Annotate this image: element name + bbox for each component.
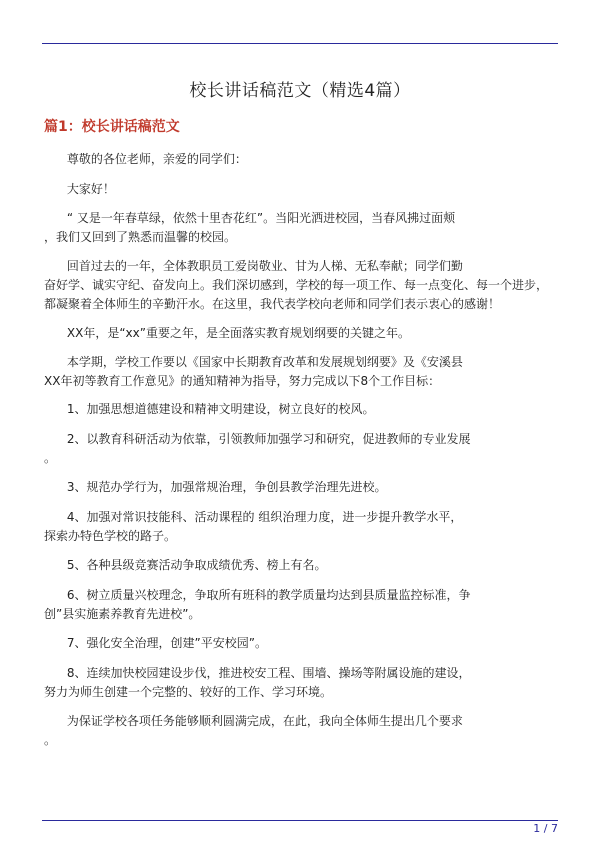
list-item-goal-2: 2、以教育科研活动为依靠，引领教师加强学习和研究，促进教师的专业发展 。 xyxy=(44,432,471,465)
paragraph-hello: 大家好！ xyxy=(44,182,115,196)
paragraph-intro: “ 又是一年春草绿，依然十里杏花红”。当阳光洒进校园，当春风拂过面颊 ，我们又回到了熟悉而温馨的校园。 xyxy=(44,211,456,244)
paragraph-year: XX年，是“xx”重要之年，是全面落实教育规划纲要的关键之年。 xyxy=(44,326,410,340)
document-title: 校长讲话稿范文（精选4篇） xyxy=(189,81,411,101)
paragraph-review: 回首过去的一年，全体教职员工爱岗敬业、甘为人梯、无私奉献；同学们勤 奋好学、诚实守纪、奋发向上。我们深切感到，学校的每一项工作、每一点变化、每一个进步， 都凝聚着全体师生的辛勤汗水。在这里，我代表学校向老师和同学们表示衷心的感谢！ xyxy=(44,259,549,311)
list-item-goal-4: 4、加强对常识技能科、活动课程的 组织治理力度，进一步提升教学水平， 探索办特色学校的路子。 xyxy=(44,510,463,543)
section-heading: 篇1：校长讲话稿范文 xyxy=(44,119,180,135)
list-item-goal-3: 3、规范办学行为，加强常规治理，争创县教学治理先进校。 xyxy=(44,480,387,494)
list-item-goal-5: 5、各种县级竞赛活动争取成绩优秀、榜上有名。 xyxy=(44,558,327,572)
list-item-goal-1: 1、加强思想道德建设和精神文明建设，树立良好的校风。 xyxy=(44,402,375,416)
list-item-goal-7: 7、强化安全治理，创建”平安校园”。 xyxy=(44,636,267,650)
list-item-goal-8: 8、连续加快校园建设步伐，推进校安工程、围墙、操场等附属设施的建设， 努力为师生创建一个完整的、较好的工作、学习环境。 xyxy=(44,666,471,699)
paragraph-requirements: 为保证学校各项任务能够顺利圆满完成，在此，我向全体师生提出几个要求 。 xyxy=(44,714,463,747)
list-item-goal-6: 6、树立质量兴校理念，争取所有班科的教学质量均达到县质量监控标准，争 创”县实施素养教育先进校”。 xyxy=(44,588,471,621)
paragraph-semester: 本学期，学校工作要以《国家中长期教育改革和发展规划纲要》及《安溪县 XX年初等教育工作意见》的通知精神为指导，努力完成以下8个工作目标： xyxy=(44,355,463,388)
footer-rule xyxy=(42,820,558,821)
paragraph-greeting: 尊敬的各位老师，亲爱的同学们： xyxy=(44,152,247,166)
page-number: 1 / 7 xyxy=(533,822,558,835)
header-rule xyxy=(42,43,558,44)
